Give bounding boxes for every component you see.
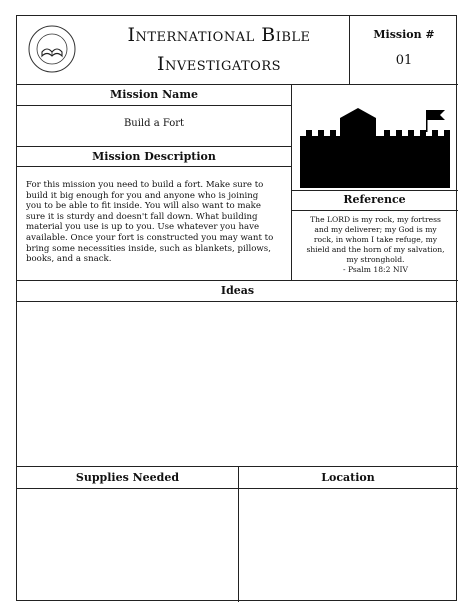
title-line-2: Investigators xyxy=(156,53,282,75)
divider xyxy=(17,146,291,147)
mission-description-label: Mission Description xyxy=(92,150,216,163)
title-line-1: International Bible xyxy=(127,24,311,46)
ideas-area[interactable] xyxy=(17,302,458,466)
mission-number-label: Mission # xyxy=(373,28,435,41)
description-line: bring some necessities inside, such as blankets, pillows, xyxy=(26,243,271,254)
reference-line: my stronghold. xyxy=(346,255,405,264)
reference-line: The LORD is my rock, my fortress xyxy=(310,215,441,224)
description-line: sure it is sturdy and doesn't fall down. What building xyxy=(26,211,258,222)
location-area[interactable] xyxy=(239,489,457,601)
reference-line: rock, in whom I take refuge, my xyxy=(313,235,438,244)
mission-name-label: Mission Name xyxy=(110,88,198,101)
location-label: Location xyxy=(321,471,375,484)
divider xyxy=(17,280,458,281)
description-line: available. Once your fort is constructed you may want to xyxy=(26,232,274,243)
reference-line: shield and the horn of my salvation, xyxy=(306,245,445,254)
page-title xyxy=(79,16,359,84)
mission-name-value: Build a Fort xyxy=(123,118,185,129)
mission-worksheet xyxy=(16,15,457,601)
description-line: books, and a snack. xyxy=(26,254,112,265)
divider xyxy=(349,16,350,84)
reference-line: - Psalm 18:2 NIV xyxy=(343,265,408,274)
mission-description-text xyxy=(26,180,294,265)
divider xyxy=(17,166,291,167)
ideas-label: Ideas xyxy=(220,284,255,297)
description-line: you to be able to fit inside. You will also want to make xyxy=(26,201,261,212)
divider xyxy=(17,105,291,106)
supplies-area[interactable] xyxy=(17,489,238,601)
description-line: For this mission you need to build a fort. Make sure to xyxy=(26,180,264,190)
fort-icon xyxy=(300,108,450,188)
reference-label: Reference xyxy=(343,193,406,206)
description-line: material you use is up to you. Use whatever you have xyxy=(26,222,260,233)
description-line: build it big enough for you and anyone who is joining xyxy=(26,190,259,201)
reference-text xyxy=(298,215,453,275)
reference-line: and my deliverer; my God is my xyxy=(314,225,437,234)
divider xyxy=(17,84,458,85)
mission-number-value: 01 xyxy=(395,53,413,68)
divider xyxy=(291,190,458,191)
bible-badge-icon xyxy=(27,22,77,76)
divider xyxy=(291,210,458,211)
supplies-label: Supplies Needed xyxy=(75,471,180,484)
